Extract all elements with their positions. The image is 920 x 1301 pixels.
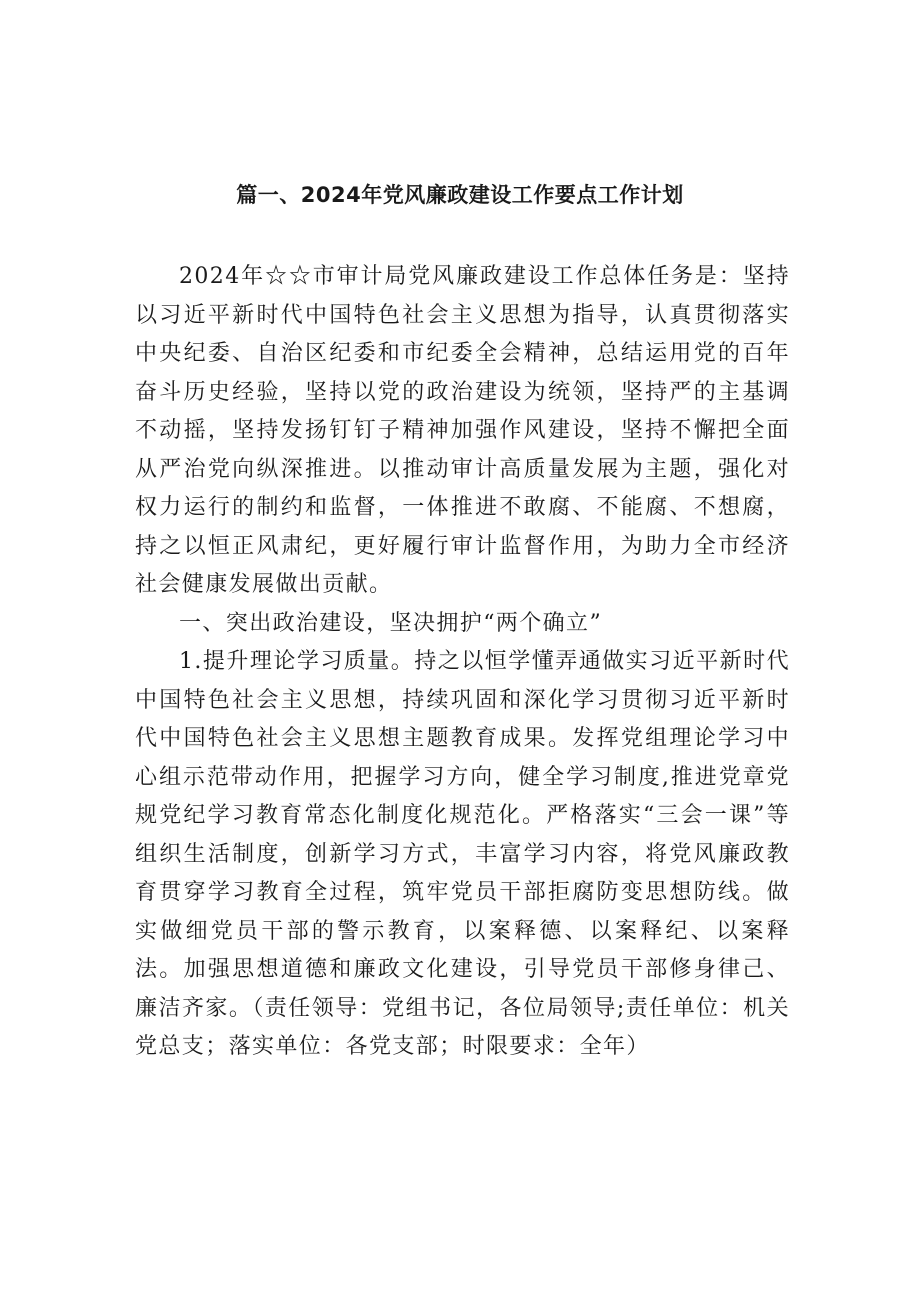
paragraph-item-1: 1.提升理论学习质量。持之以恒学懂弄通做实习近平新时代中国特色社会主义思想，持续巩固和深化学习贯彻习近平新时代中国特色社会主义思想主题教育成果。发挥党组理论学习中心组示范带动作用，把握学习方向，健全学习制度,推进党章党规党纪学习教育常态化制度化规范化。严格落实“三会一课”等组织生活制度，创新学习方式，丰富学习内容，将党风廉政教育贯穿学习教育全过程，筑牢党员干部拒腐防变思想防线。做实做细党员干部的警示教育，以案释德、以案释纪、以案释法。加强思想道德和廉政文化建设，引导党员干部修身律己、廉洁齐家。（责任领导：党组书记，各位局领导;责任单位：机关党总支；落实单位：各党支部；时限要求：全年） [135, 649, 790, 1059]
section-heading-1: 一、突出政治建设，坚决拥护“两个确立” [179, 610, 603, 636]
document-body [135, 258, 790, 1067]
paragraph-overview: 2024年☆☆市审计局党风廉政建设工作总体任务是：坚持以习近平新时代中国特色社会主义思想为指导，认真贯彻落实中央纪委、自治区纪委和市纪委全会精神，总结运用党的百年奋斗历史经验，坚持以党的政治建设为统领，坚持严的主基调不动摇，坚持发扬钉钉子精神加强作风建设，坚持不懈把全面从严治党向纵深推进。以推动审计高质量发展为主题，强化对权力运行的制约和监督，一体推进不敢腐、不能腐、不想腐，持之以恒正风肃纪，更好履行审计监督作用，为助力全市经济社会健康发展做出贡献。 [135, 264, 790, 597]
document-title: 篇一、2024年党风廉政建设工作要点工作计划 [236, 183, 684, 207]
